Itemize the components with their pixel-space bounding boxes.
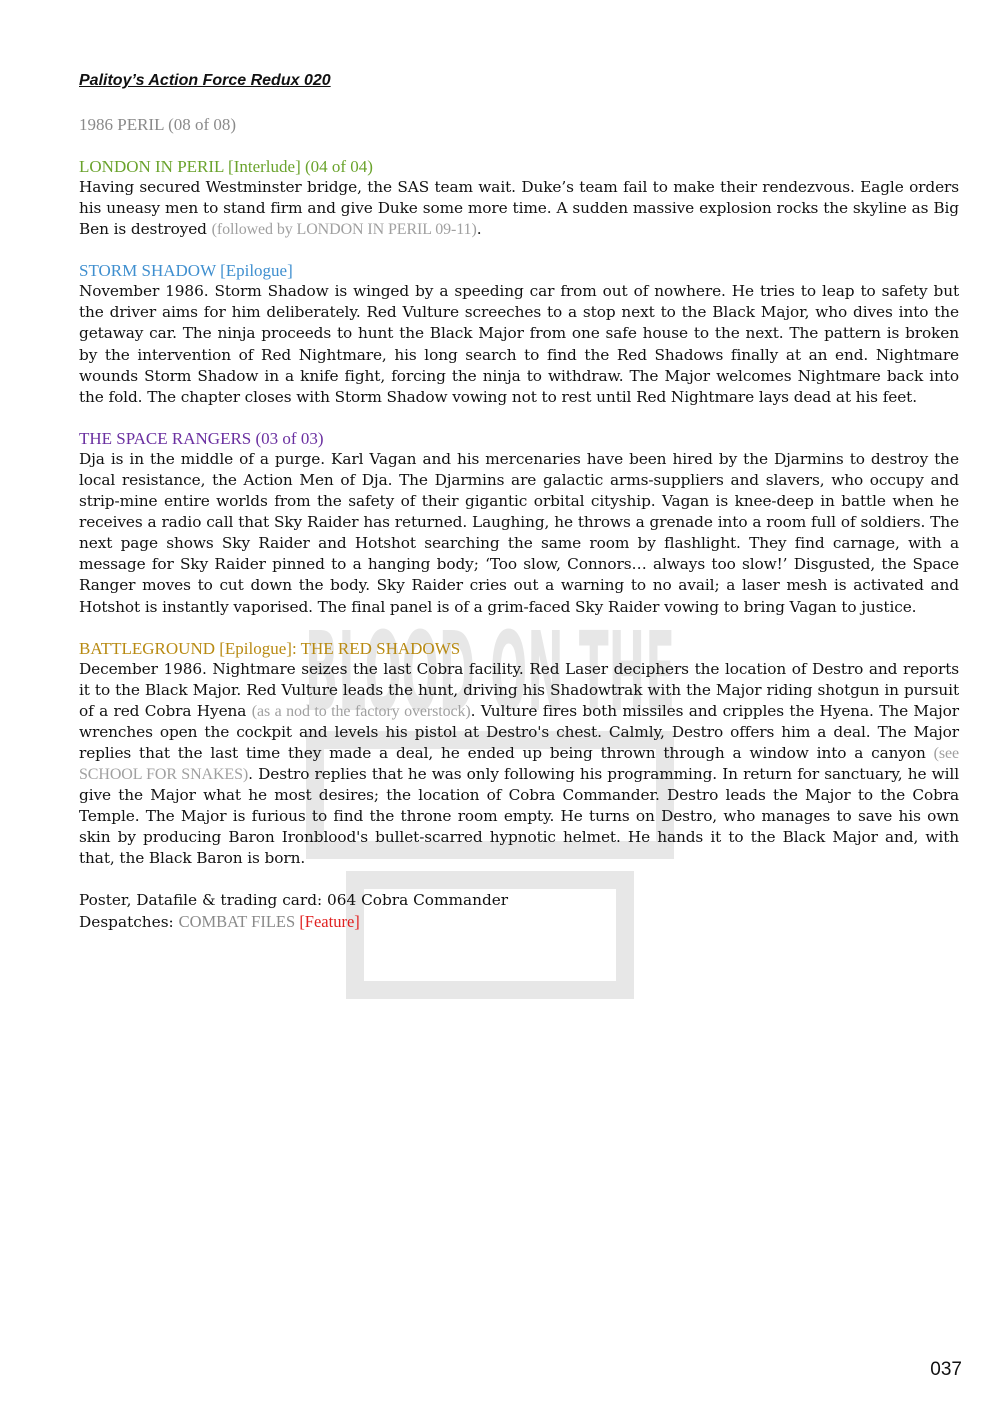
watermark-text: BLOOD ON THE (305, 608, 675, 736)
section-heading: BATTLEGROUND [Epilogue]: THE RED SHADOWS (79, 638, 461, 658)
despatches-feature-tag: [Feature] (299, 911, 360, 931)
page-number: 037 (930, 1359, 962, 1380)
despatches-combat-files: COMBAT FILES (178, 911, 300, 931)
section-london-in-peril (79, 156, 959, 240)
cross-reference: (followed by LONDON IN PERIL 09-11) (211, 221, 477, 239)
section-body: November 1986. Storm Shadow is winged by a speeding car from out of nowhere. He tries to leap to safety but the driver aims for him deliberately. Red Vulture screeches to a stop next to the Black Major, who dives into the getaway car. The ninja proceeds to hunt the Black Major from one safe house to the next. The pattern is broken by the intervention of Red Nightmare, his long search to find the Red Shadows finally at an end. Nightmare wounds Storm Shadow in a knife fight, forcing the ninja to withdraw. The Major welcomes Nightmare back into the fold. The chapter closes with Storm Shadow vowing not to rest until Red Nightmare lays dead at his feet. (79, 282, 959, 406)
body-text: December 1986. Nightmare seizes the last Cobra facility. Red Laser deciphers the location of Destro and reports it to the Black Major. Red Vulture leads the hunt, driving his Shadowtrak with the Major riding shotgun in pursuit of a red Cobra Hyena (79, 659, 959, 720)
body-text-end: . (476, 220, 482, 239)
section-body (79, 177, 959, 240)
section-heading: STORM SHADOW [Epilogue] (79, 261, 293, 281)
section-storm-shadow (79, 260, 959, 408)
body-text: . Vulture fires both missiles and cripples the Hyena. The Major wrenches open the cockpit and levels his pistol at Destro's chest. Calmly, Destro offers him a deal. The Major replies that the last time they made a deal, he ended up being thrown through a window into a canyon (79, 701, 959, 762)
body-text: . Destro replies that he was only following his programming. In return for sanctuary, he will give the Major what he most desires; the location of Cobra Commander. Destro leads the Major to the Cobra Temple. The Major is furious to find the throne room empty. He turns on Destro, who manages to save his own skin by producing Baron Ironblood's bullet-scarred hypnotic helmet. He hands it to the Black Major and, with that, the Black Baron is born. (79, 765, 959, 868)
document-title: Palitoy’s Action Force Redux 020 (79, 72, 331, 89)
despatches-line (79, 911, 959, 933)
poster-line: Poster, Datafile & trading card: 064 Cobra Commander (79, 890, 509, 909)
cross-reference: (see SCHOOL FOR SNAKES) (79, 744, 959, 784)
section-space-rangers (79, 428, 959, 618)
section-body (79, 659, 959, 870)
section-body: Dja is in the middle of a purge. Karl Vagan and his mercenaries have been hired by the Djarmins to destroy the local resistance, the Action Men of Dja. The Djarmins are galactic arms-suppliers and slavers, who occupy and strip-mine entire worlds from the safety of their gigantic orbital cityship. Vagan is knee-deep in battle when he receives a radio call that Sky Raider has returned. Laughing, he throws a grenade into a room full of soldiers. The next page shows Sky Raider and Hotshot searching the same room by flashlight. They find carnage, with a message for Sky Raider pinned to a hanging body; ‘Too slow, Connors… always too slow!’ Disgusted, the Space Ranger moves to cut down the body. Sky Raider cries out a warning to no avail; a laser mesh is activated and Hotshot is instantly vaporised. The final panel is of a grim-faced Sky Raider vowing to bring Vagan to justice. (79, 449, 959, 616)
section-heading: THE SPACE RANGERS (03 of 03) (79, 428, 324, 448)
page-content (79, 68, 959, 933)
section-heading: LONDON IN PERIL [Interlude] (04 of 04) (79, 157, 373, 176)
despatches-label: Despatches: (79, 912, 179, 931)
body-text: Having secured Westminster bridge, the SAS team wait. Duke’s team fail to make their rendezvous. Eagle orders his uneasy men to stand firm and give Duke some more time. A sudden massive explosion rocks the skyline as Big Ben is destroyed (79, 178, 959, 239)
section-battleground (79, 638, 959, 870)
cross-reference: (as a nod to the factory overstock) (251, 702, 471, 720)
issue-line: 1986 PERIL (08 of 08) (79, 115, 237, 134)
